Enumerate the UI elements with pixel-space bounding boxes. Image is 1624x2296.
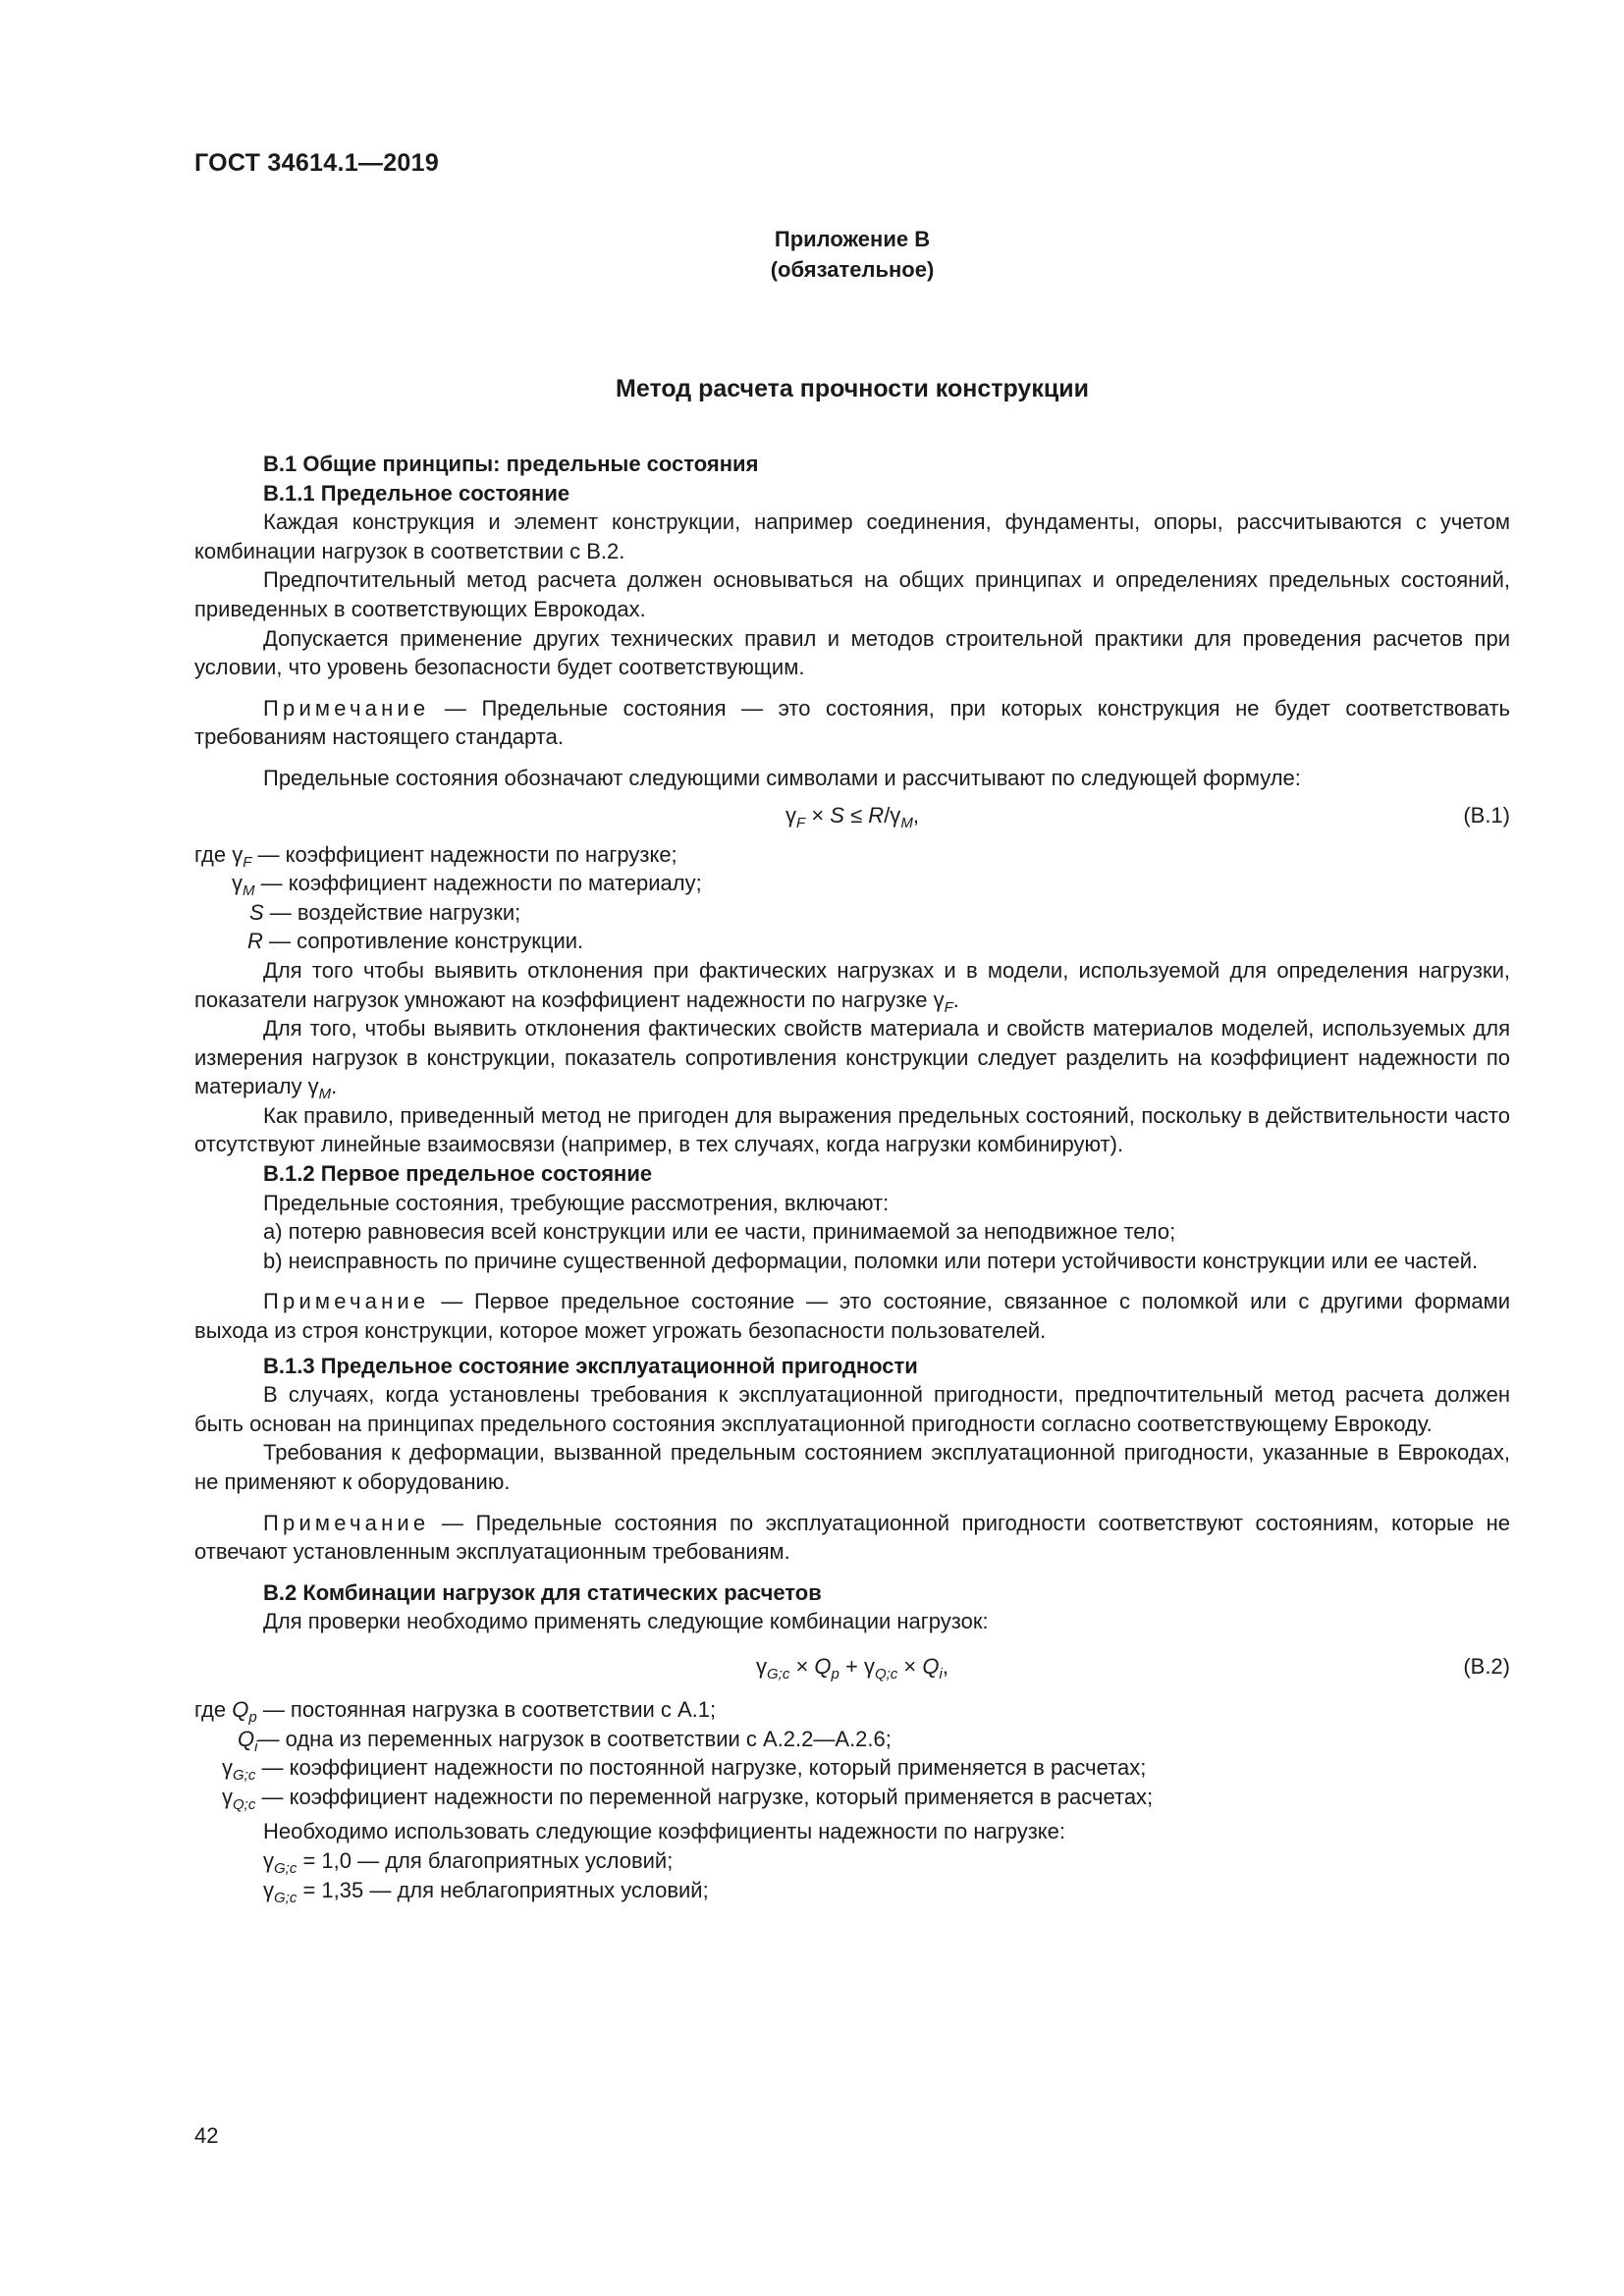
paragraph: Допускается применение других технических правил и методов строительной практики для проведения расчетов при условии, что уровень безопасности будет соответствующим.	[194, 625, 1510, 680]
document-number: ГОСТ 34614.1—2019	[194, 149, 440, 177]
section-b2-heading: В.2 Комбинации нагрузок для статических расчетов	[263, 1579, 822, 1605]
section-b12-heading: В.1.2 Первое предельное состояние	[263, 1161, 653, 1187]
list-item: b) неисправность по причине существенной деформации, поломки или потери устойчивости конструкции или ее частей.	[263, 1248, 1479, 1273]
coefficient-item: $\gamma_{G;c} = 1,35$ — для неблагоприятных условий;	[263, 1877, 709, 1906]
paragraph: Для того чтобы выявить отклонения при фактических нагрузках и в модели, используемой для определения нагрузки, показатели нагрузок умножают на коэффициент надежности по нагрузке $\gamma_F$.	[194, 957, 1510, 1016]
definition: $\gamma_{Q;c}$ — коэффициент надежности по переменной нагрузке, который применяется в расчетах;	[222, 1784, 1154, 1813]
paragraph: Для проверки необходимо применять следующие комбинации нагрузок:	[263, 1609, 989, 1634]
definition: где $Q_p$ — постоянная нагрузка в соответствии с А.1;	[194, 1696, 717, 1726]
annex-status: (обязательное)	[770, 257, 935, 282]
definition: где $\gamma_F$ — коэффициент надежности по нагрузке;	[194, 841, 677, 871]
paragraph: Как правило, приведенный метод не пригоден для выражения предельных состояний, поскольку в действительности часто отсутствуют линейные взаимосвязи (например, в тех случаях, когда нагрузки комбинируют).	[194, 1102, 1510, 1157]
note-text: — Предельные состояния по эксплуатационной пригодности соответствуют состояниям, которые не отвечают установленным эксплуатационным требованиям.	[194, 1510, 1510, 1565]
section-b13-heading: В.1.3 Предельное состояние эксплуатационной пригодности	[263, 1353, 918, 1378]
coefficient-item: $\gamma_{G;c} = 1,0$ — для благоприятных условий;	[263, 1847, 674, 1877]
document-body	[194, 450, 1510, 1904]
paragraph: Предпочтительный метод расчета должен основываться на общих принципах и определениях предельных состояний, приведенных в соответствующих Еврокодах.	[194, 567, 1510, 621]
section-b1-heading: В.1 Общие принципы: предельные состояния	[263, 452, 759, 476]
main-title: Метод расчета прочности конструкции	[616, 375, 1089, 402]
paragraph: Предельные состояния обозначают следующими символами и рассчитывают по следующей формуле:	[263, 765, 1301, 790]
paragraph: Каждая конструкция и элемент конструкции, например соединения, фундаменты, опоры, рассчитываются с учетом комбинации нагрузок в соответствии с В.2.	[194, 509, 1510, 563]
note	[194, 1509, 1510, 1567]
page-number: 42	[194, 2123, 219, 2148]
formula-number: (В.2)	[1463, 1653, 1510, 1679]
note-label: Примечание	[263, 1289, 430, 1314]
annex-heading	[194, 224, 1510, 285]
definition: S — воздействие нагрузки;	[249, 899, 521, 925]
note-text: — Предельные состояния — это состояния, при которых конструкция не будет соответствовать требованиям настоящего стандарта.	[194, 695, 1510, 750]
paragraph: В случаях, когда установлены требования к эксплуатационной пригодности, предпочтительный метод расчета должен быть основан на принципах предельного состояния эксплуатационной пригодности согласно соответствующему Еврокоду.	[194, 1382, 1510, 1436]
note-label: Примечание	[263, 695, 430, 721]
definition: $\gamma_{G;c}$ — коэффициент надежности по постоянной нагрузке, который применяется в расчетах;	[222, 1755, 1147, 1785]
note-text: — Первое предельное состояние — это состояние, связанное с поломкой или с другими формами выхода из строя конструкции, которое может угрожать безопасности пользователей.	[194, 1289, 1510, 1344]
paragraph: Необходимо использовать следующие коэффициенты надежности по нагрузке:	[263, 1819, 1066, 1844]
definition: $\gamma_M$ — коэффициент надежности по материалу;	[232, 871, 702, 900]
formula-b2	[194, 1640, 1510, 1691]
list-item: a) потерю равновесия всей конструкции или ее части, принимаемой за неподвижное тело;	[263, 1219, 1176, 1245]
definition: $Q_i—$ одна из переменных нагрузок в соответствии с А.2.2—А.2.6;	[238, 1726, 892, 1755]
formula-b1	[194, 797, 1510, 836]
paragraph: Требования к деформации, вызванной предельным состоянием эксплуатационной пригодности, указанные в Еврокодах, не применяют к оборудованию.	[194, 1440, 1510, 1494]
note	[194, 694, 1510, 752]
annex-title: Приложение В	[774, 227, 931, 251]
definition: R — сопротивление конструкции.	[247, 929, 584, 954]
paragraph: Предельные состояния, требующие рассмотрения, включают:	[263, 1190, 890, 1215]
formula-number: (В.1)	[1463, 802, 1510, 828]
formula-expression: $\gamma_{G;c} \times Q_p + \gamma_{Q;c} \times Q_i$,	[756, 1653, 948, 1682]
formula-expression: $\gamma_F \times S \le R/\gamma_M$,	[785, 802, 919, 831]
note-label: Примечание	[263, 1510, 430, 1535]
section-b11-heading: В.1.1 Предельное состояние	[263, 480, 570, 506]
note	[194, 1287, 1510, 1345]
paragraph: Для того, чтобы выявить отклонения фактических свойств материала и свойств материалов моделей, используемых для измерения нагрузок в конструкции, показатель сопротивления конструкции следует разделить на коэффициент надежности по материалу $\gamma_M$.	[194, 1016, 1510, 1103]
